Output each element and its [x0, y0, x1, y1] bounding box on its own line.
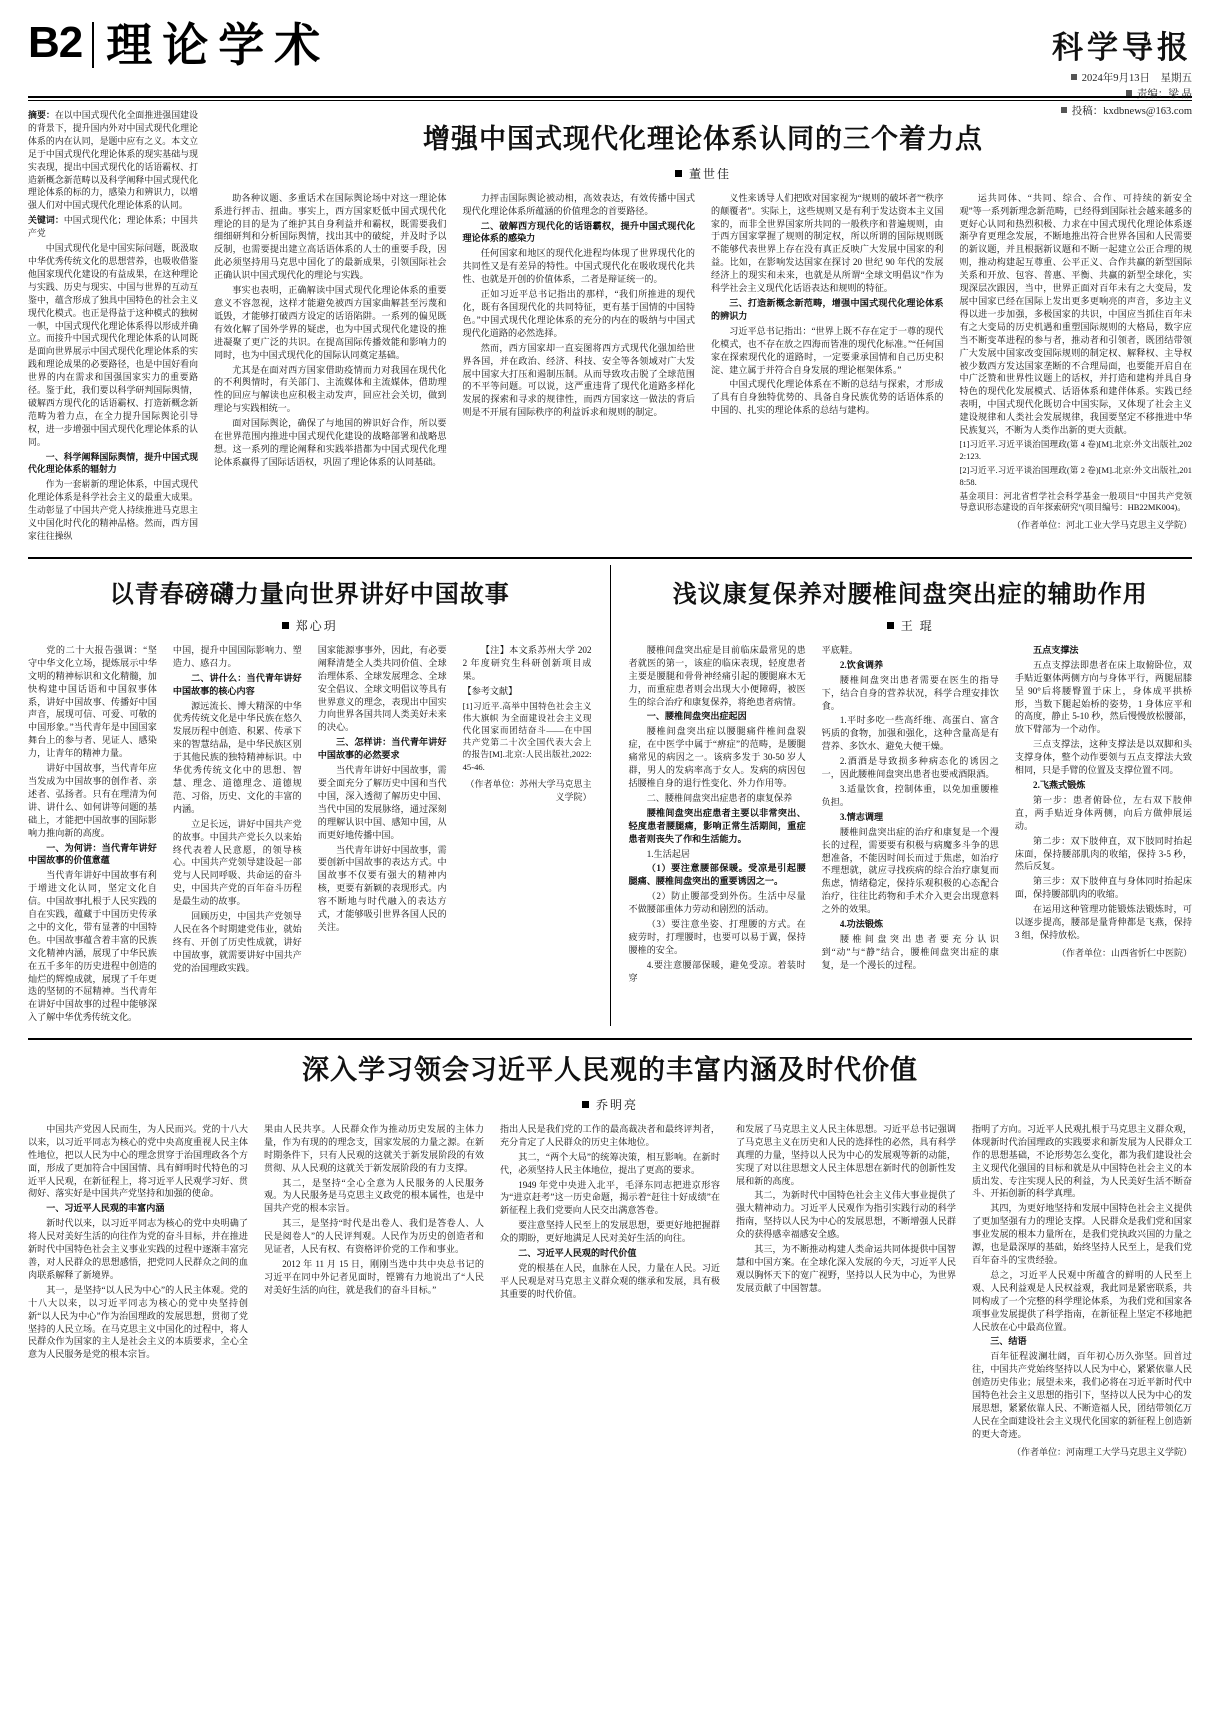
article1-signature: （作者单位：河北工业大学马克思主义学院）	[1011, 520, 1192, 531]
article2-c2-p4: 回顾历史，中国共产党领导人民在各个时期建党伟业，就始终有、开创了历史性成就，讲好中国故事，就需要讲好中国共产党的治国理政实践。	[172, 911, 302, 973]
bullet-icon	[1126, 90, 1132, 96]
article3-signature: （作者单位：山西省忻仁中医院）	[1057, 947, 1193, 958]
article3-c3-p4: 第二步：双下肢伸直，双下肢同时抬起床面，保持腰部肌肉的收缩，保持 3-5 秒，然后反复。	[1014, 835, 1193, 872]
article4-col3	[500, 1123, 720, 1458]
article3-subhead-8: 2.飞燕式锻炼	[1033, 779, 1086, 790]
article1-c3-p1: 力抨击国际舆论被动相，高效表达，有效传播中国式现代化理论体系所蕴涵的价值理念的首要路径。	[462, 192, 695, 216]
article4-c4-p3: 其三，为不断推动构建人类命运共同体提供中国智慧和中国方案。在全球化深入发展的今天，习近平人民观以胸怀天下的宽广视野，坚持以人民为中心，为世界发展贡献了中国智慧。	[736, 1244, 956, 1293]
article3-c1-p1: 腰椎间盘突出症是目前临床最常见的患者就医的第一，该症的临床表现，轻度患者主要是腰腿和骨骨神经痛引起的腰腿麻木无力，而重症患者则会出现大小便障碍，被医生的综合治疗和康复保养，将绝患者病情。	[628, 644, 806, 707]
article4-col4	[736, 1123, 956, 1458]
article3-c2-p6: 腰椎间盘突出症的治疗和康复是一个漫长的过程，需要要有积极与病魔多斗争的思想准备，不能因时间长而过于焦虑，如治疗不理想就，就应寻找疾病的综合治疗康复而焦虑，情绪稳定，保持乐观积极的心态配合治疗，往往比药物和手术介入更会出现意料之外的效果。	[821, 826, 999, 915]
abstract-block	[28, 109, 198, 212]
section-title: 理论学术	[92, 22, 330, 68]
article3-c1-p3: 二、腰椎间盘突出症患者的康复保养	[646, 792, 793, 803]
article3-c3-p6: 在运用这种管理功能锻炼法锻炼时，可以逐步提高，腰部是量背伸都是飞燕，保持 3 组，保持放松。	[1014, 904, 1193, 940]
article1-byline	[214, 165, 1192, 182]
article4-c4-p2: 其二，为新时代中国特色社会主义伟大事业提供了强大精神动力。习近平人民观作为指引实践行动的科学指南，坚持以人民为中心的发展思想，不断增强人民群众的获得感幸福感安全感。	[736, 1190, 956, 1240]
article3-subhead-7: 五点支撑法	[1033, 644, 1079, 655]
article1-c3-p2: 任何国家和地区的现代化进程均体现了世界现代化的共同性又是有差异的特性。中国式现代化在吸收现代化共性、也就是开创的价值体系，二者是辩证统一的。	[462, 248, 695, 285]
article2-c1-p2: 讲好中国故事，当代青年应当发成为中国故事的创作者、亲述者、弘扬者。只有在理清为何讲、讲什么、如何讲等问题的基础上，才能把中国故事的国际影响力推向新的高度。	[28, 763, 157, 838]
masthead-left	[28, 18, 331, 72]
article2-subhead-3: 三、怎样讲：当代青年讲好中国故事的必然要求	[317, 737, 447, 761]
article3-col3	[1015, 644, 1192, 987]
article2-c4-p1: 【注】本文系苏州大学 2022 年度研究生科研创新项目成果。	[462, 644, 592, 681]
article4-c3-p2: 其二，“两个大局”的统筹决策，相互影响。在新时代，必须坚持人民主体地位，提出了更高的要求。	[500, 1151, 720, 1175]
article1-c3-p4: 然而，西方国家却一直妄图将西方式现代化强加给世界各国，并在政治、经济、科技、安全等各领域对广大发展中国家大打压和遏制压制。从而导致攻击脱了全球范围的不平等问题。可以说，这严重违背了现代化道路多样化发展的探索和寻求的规律性，而西方国家这一做法的背后则是不开展有国际秩序的利益诉求和规则的制定。	[462, 342, 695, 418]
article4-c1-p1: 中国共产党因人民而生，为人民而兴。党的十八大以来，以习近平同志为核心的党中央高度重视人民主体性地位，把以人民为中心的理念贯穿于治国理政各个方面，形成了更加符合中国国情、具有鲜明时代特色的习近平人民观，在新征程上，将习近平人民观学习好、贯彻好、落实好是中国共产党坚持和加强的使命。	[28, 1123, 248, 1199]
article4-col2	[264, 1123, 484, 1458]
article2-reference-item: [1]习近平.高举中国特色社会主义伟大旗帜 为全面建设社会主义现代化国家而团结奋斗——在中国共产党第二十次全国代表大会上的报告[M].北京:人民出版社,2022:45-46.	[462, 700, 592, 772]
article1-subhead-1: 一、科学阐释国际舆情，提升中国式现代化理论体系的辐射力	[28, 451, 198, 475]
paper-name: 科学导报	[1052, 30, 1192, 66]
article2-subhead-2: 二、讲什么：当代青年讲好中国故事的核心内容	[172, 672, 302, 696]
article4-c5-p4: 百年征程波澜壮阔，百年初心历久弥坚。回首过往，中国共产党始终坚持以人民为中心，紧紧依靠人民创造历史伟业；展望未来，我们必将在习近平新时代中国特色社会主义思想的指引下，坚持以人民为中心的发展思想，紧紧依靠人民、不断造福人民，团结带领亿万人民在全面建设社会主义现代化国家的新征程上创造新的更大奇迹。	[972, 1351, 1192, 1439]
article1-col5	[960, 192, 1193, 532]
article1-c3-p3: 正如习近平总书记指出的那样，“我们所推进的现代化，既有各国现代化的共同特征，更有基于国情的中国特色。”中国式现代化理论体系的充分的内在的吸纳与中国式现代化道路的必然选择。	[462, 289, 695, 338]
bullet-icon	[1071, 74, 1077, 80]
article2-signature: （作者单位：苏州大学马克思主义学院）	[465, 778, 592, 802]
article4-c3-p1: 指出人民是我们党的工作的最高裁决者和最终评判者，充分肯定了人民群众的历史主体地位。	[500, 1123, 720, 1147]
article2-col4	[463, 644, 592, 1026]
article2-subhead-1: 一、为何讲：当代青年讲好中国故事的价值意蕴	[28, 842, 157, 866]
article1-author: 董世佳	[688, 166, 731, 181]
article3-author: 王 琨	[900, 618, 934, 633]
byline-marker-icon	[282, 622, 289, 629]
keywords-label: 关键词：	[28, 215, 64, 226]
keywords-block	[28, 214, 198, 240]
article1-c5-p1: 运共同体、“共同、综合、合作、可持续的新安全观”等一系列新理念新范畴，已经得到国际社会越来越多的更好心认同和热烈积极、力求在中国式现代化理论体系逐渐孕育更理念发展，不断地推出符合世界各国和人民需要的新议题，并且根据新议题和不断一起建立公正合理的规则，推动构建起互尊重、公平正义、合作共赢的新型国际关系和开放、包容、普惠、平衡、共赢的新型全球化，实现深层次跟因，当中，世界正面对百年未有之大变局，发展中国家已经在国际上发出更多更响亮的声音，多边主义得以进一步加强，多极国家的共识，中国应当抓住百年未有之大变局的历史机遇和重塑国际规则的大格局，数字应当不断变革进程的参与者，推动者和引领者，既团结带领广大发展中国家改变国际规则的制定权、解释权、主导权被少数西方发达国家垄断的不合理局面，也要能开启自在中广泛赞和世界性议题上的话权，并打造和建构并具自身特色的现代化发展模式、话语体系和建伴体系。实践已经表明，中国式现代化既切合中国实际，又体现了社会主义建设规律和人类社会发展规律，我国要坚定不移推进中华民族复兴，不断为人类作出新的更大贡献。	[959, 192, 1192, 436]
article4-subhead-3: 三、结语	[990, 1336, 1027, 1347]
article1-p1: 中国式现代化是中国实际问题，既汲取中华优秀传统文化的思想营养，也吸收借鉴他国家现代化建设的有益成果，在这种理论与实践、历史与现实、中国与世界的互动互鉴中，蕴含形成了独具中国特色的社会主义现代化模式。也正是得益于这种模式的独树一帜，中国式现代化理论体系得以形成并确立。而接升中国式现代化理论体系的认同既是面向世界展示中国式现代化理论体系的实践和理论成果的必要路径，也是中国好看向世界的内在需求和国强国家实力的重要路径。鉴于此，我们要以科学研判国际舆情，破解西方现代化的话语霸权、打造新概念新范畴为着力点，在全力提升国际舆论引导权，进一步增强中国式现代化理论体系的认同。	[28, 243, 198, 447]
article2-c2-p3: 立足长远，讲好中国共产党的故事。中国共产党长久以来始终代表着人民意愿，的领导核心。中国共产党领导建设起一部党与人民同呼吸、共命运的奋斗史，中国共产党的百年奋斗历程是最生动的故事。	[172, 818, 302, 907]
byline-marker-icon	[582, 1101, 589, 1108]
article2-c1-p1: 党的二十大报告强调：“坚守中华文化立场，提炼展示中华文明的精神标识和文化精髓，加快构建中国话语和中国叙事体系，讲好中国故事、传播好中国声音，展现可信、可爱、可敬的中国形象。”当代青年是中国国家舞台上的参与者、见证人、感染力，让青年的精神力量。	[28, 644, 157, 759]
article3-subhead-4: 2.饮食调养	[839, 659, 884, 670]
article4-title: 深入学习领会习近平人民观的丰富内涵及时代价值	[302, 1055, 918, 1087]
article3-c3-p2: 三点支撑法，这种支撑法是以双脚和头支撑身体，整个动作要领与五点支撑法大致相同，只是手臂的位置及支撑位置不同。	[1014, 739, 1193, 776]
fund-note: 基金项目：河北省哲学社会科学基金一般项目“中国共产党领导意识形态建设的百年探索研究”(项目编号：HB22MK004)。	[959, 490, 1192, 513]
submission-email[interactable]: 投稿：kxdbnews@163.com	[1071, 105, 1192, 117]
article2-title: 以青春磅礴力量向世界讲好中国故事	[109, 578, 510, 608]
article1-abstract-col	[28, 109, 198, 545]
article3-subhead-6: 4.功法锻炼	[839, 919, 884, 930]
article4-c5-p1: 指明了方向。习近平人民观扎根于马克思主义群众观，体现新时代治国理政的实践要求和新发展为人民群众工作的思想基础，不论形势怎么变化，都为我们建设社会主义现代化强国的目标和就是从中国特色社会主义的本质出发、专注实现人民的利益，为人民美好生活不断奋斗、开拓创新的科学真理。	[972, 1123, 1192, 1199]
masthead-rule	[28, 96, 1192, 98]
article4-author: 乔明亮	[595, 1097, 638, 1112]
article4-c1-p3: 其一，是坚持“以人民为中心”的人民主体观。党的十八大以来，以习近平同志为核心的党中央坚持创新“以人民为中心”作为治国理政的发展思想，贯彻了党坚持的人民立场。在马克思主义中国化的过程中，将人民群众作为国家的主人是社会主义的本质要求，全心全意为人民服务是党的根本宗旨。	[28, 1284, 248, 1360]
article1-c2-p3: 尤其是在面对西方国家借助疫情而力对我国在现代化的不利舆情时，有关部门、主流媒体和主流媒体，借助理性的回应与解读也应积极主动发声，回应社会关切，做到理论与实践相统一。	[214, 364, 447, 414]
article3-c1-p4: 1.生活起居	[646, 848, 690, 859]
article3-c2-p3: 1.平时多吃一些高纤维、高蛋白、富含钙质的食物，加强和强化，这种含量高是有营养、多饮水、避免大便干燥。	[821, 715, 999, 752]
article2-col1	[28, 644, 157, 1026]
article3-c1-p2: 腰椎间盘突出症以腰腿痛件椎间盘裂症，在中医学中属于“痹症”的范畴，是腰腿痛常见的病因之一。该病多发于 30-50 岁人群，男人的发病率高于女人。发病的病因包括腰椎自身的退行性变化、外力作用等。	[628, 726, 806, 788]
article1-col2	[214, 192, 447, 532]
article4-c5-p2: 其四，为更好地坚持和发展中国特色社会主义提供了更加坚强有力的理论支撑。人民群众是我们党和国家事业发展的根本力量所在，是我们党执政兴国的力量之源，也是最深厚的基础，始终坚持人民至上，是我们党百年奋斗的宝贵经验。	[972, 1203, 1192, 1265]
article4-c1-p2: 新时代以来，以习近平同志为核心的党中央明确了将人民对美好生活的向往作为党的奋斗目标，并在推进新时代中国特色社会主义事业实践的过程中逐渐丰富完善，对人民群众的思想感悟，把党同人民群众之间的血肉联系解释了新境界。	[28, 1218, 248, 1280]
article3-byline	[629, 617, 1193, 634]
article3-col1	[629, 644, 806, 987]
article4-c2-p2: 其二，是坚持“全心全意为人民服务的人民服务观。为人民服务是马克思主义政党的根本属性，也是中国共产党的根本宗旨。	[264, 1177, 484, 1214]
article1-c4-p3: 中国式现代化理论体系在不断的总结与探索，才形成了具有自身独特优势的、具备自身民族优势的话语体系的中国的、扎实的理论体系的总结与建构。	[711, 379, 944, 416]
keywords-text: 中国式现代化；理论体系；中国共产党	[28, 215, 199, 239]
masthead-rule-thin	[28, 100, 1192, 101]
article3-c3-p1: 五点支撑法即患者在床上取俯卧位，双手贴近躯体两侧方向与身体平行，两腿屈膝呈 90°后将腰臀置于床上，身体成平拱桥形，当数下腿起始桥的姿势，1 身体应平和的高度，静止 5-10 秒，然后慢慢放松腰部，放下臂部为一个动作。	[1014, 659, 1193, 735]
article1-c4-p1: 义性来诱导人们把欧对国家视为“规则的破坏者”“秩序的颠覆者”。实际上，这些规则又是有利于发达资本主义国家的，而非全世界国家所共同的一般秩序和普遍规则，由于西方国家掌握了规则的制定权，所以所谓的国际规则既不能够代表世界上存在没有真正反映广大发展中国家的利益。比如，在影响发达国家在探讨 20 世纪 90 年代的发展经济上的现实和未来，也就是从所谓“全球文明倡议”作为科学社会主义现代化话语表达和规则的特征。	[711, 192, 944, 294]
article3-c3-p3: 第一步：患者俯卧位，左右双下肢伸直，两手贴近身体两侧，向后方做伸展运动。	[1014, 794, 1193, 831]
article3-c2-p1: 平底鞋。	[821, 644, 859, 655]
article1-subhead-3: 三、打造新概念新范畴，增强中国式现代化理论体系的辨识力	[711, 298, 944, 321]
article2-author: 郑心玥	[295, 618, 338, 633]
article3-c1-p5: （2）防止腰部受到外伤。生活中尽量不做腰部重体力劳动和剧烈的活动。	[628, 891, 806, 915]
reference-item: [1]习近平.习近平谈治国理政(第 4 卷)[M].北京:外文出版社,2022:123.	[959, 438, 1192, 461]
byline-marker-icon	[887, 622, 894, 629]
article3-c2-p5: 3.适量饮食，控制体重，以免加重腰椎负担。	[821, 783, 999, 807]
article4-col5	[972, 1123, 1192, 1458]
article4-byline	[28, 1096, 1192, 1113]
article4-c3-p5: 党的根基在人民，血脉在人民，力量在人民。习近平人民观是对马克思主义群众观的继承和发展，具有极其重要的时代价值。	[500, 1263, 720, 1299]
article3-subhead-2: 腰椎间盘突出症患者主要以非常突出、轻度患者腰腿痛，影响正常生活期间，重症患者则丧失了作和生活能力。	[628, 807, 806, 844]
abstract-label: 摘要：	[28, 110, 55, 120]
article3-col2	[822, 644, 999, 987]
article3-c1-p6: （3）要注意坐姿、打理腰的方式。在疲劳时，打理腰时，也要可以易于翼，保持腰椎的安全。	[628, 919, 806, 955]
issue-date: 2024年9月13日 星期五	[1081, 73, 1192, 84]
article1-title: 增强中国式现代化理论体系认同的三个着力点	[423, 124, 983, 155]
article4-c3-p3: 1949 年党中央进入北平，毛泽东同志把进京形容为“进京赶考”这一历史命题，揭示着“赶往十好成绩”在新征程上我们党要向人民交出满意答卷。	[500, 1179, 720, 1216]
article3-subhead-1: 一、腰椎间盘突出症起因	[646, 711, 747, 722]
section-divider-2	[28, 1038, 1192, 1040]
article1-c2-p4: 面对国际舆论，确保了与地国的辨识好合作，所以要在世界范围内推进中国式现代化建设的战略部署和战略思想。这一系列的理论阐释和实践举措都为中国式现代化理论体系赢得了国际话语权，巩固了理论体系的认同基础。	[214, 418, 447, 467]
article2-c1-p3: 当代青年讲好中国故事有利于增进文化认同，坚定文化自信。中国故事扎根于人民实践的自在实践，蕴藏于中国历史传承之中的文化，带有显著的中国特色。中国故事蕴含着丰富的民族文化精神内涵，展现了中华民族在五千多年的历史进程中创造的灿烂的辉煌成就，展现了千年更迭的坚韧的不屈精神。当代青年在讲好中国故事的过程中能够深入了解中华优秀传统文化。	[28, 870, 157, 1023]
section-divider-1	[28, 557, 1192, 559]
article3-title: 浅议康复保养对腰椎间盘突出症的辅助作用	[672, 578, 1148, 608]
article2-c2-p2: 源远流长、博大精深的中华优秀传统文化是中华民族在悠久发展历程中创造、积累、传承下来的智慧结晶，是中华民族区别于其他民族的独特精神标识。中华优秀传统文化中的思想、智慧、理念、道德理念、道德规范、习俗，历史、文化的丰富的内涵。	[172, 700, 302, 814]
article2-byline	[28, 617, 592, 634]
masthead-right	[1052, 18, 1192, 120]
article4-c2-p1: 果由人民共享。人民群众作为推动历史发展的主体力量，作为有现的的理念支，国家发展的力量之源。在新时期条件下，只有人民观的这就关于新发展阶段的有效贯彻、从人民观的这就关于新发展阶段的有力支撑。	[264, 1123, 484, 1173]
band-divider	[610, 565, 611, 1026]
page-number: B2	[28, 18, 83, 67]
article4	[28, 1054, 1192, 1458]
article2-col3	[318, 644, 447, 1026]
article3-subhead-5: 3.情志调理	[839, 811, 884, 822]
editor-credit: 责编：梁 晶	[1136, 89, 1192, 101]
article1-col3	[463, 192, 696, 532]
article1-c4-p2: 习近平总书记指出：“世界上既不存在定于一尊的现代化模式，也不存在放之四海而皆准的现代化标准。”“任何国家在探索现代化的道路时，一定要秉承国情和自己历史积淀、建立属于并符合自身发展的理论框架体系。”	[711, 325, 944, 375]
article3-subhead-3: （1）要注意腰部保暖。受凉是引起腰腿痛、腰椎间盘突出的重要诱因之一。	[628, 863, 806, 887]
article4-c3-p4: 要注意坚持人民至上的发展思想，要更好地把握群众的期盼，更好地满足人民对美好生活的向往。	[500, 1220, 720, 1244]
article4-c5-p3: 总之，习近平人民观中所蕴含的鲜明的人民至上观、人民利益观是人民权益观，我此同是紧密联系，共同构成了一个完整的科学理论体系，为我们党和国家各项事业发展提供了科学指南，在新征程上坚定不移地把人民放在心中最高位置。	[972, 1269, 1192, 1332]
abstract-text: 在以中国式现代化全面推进强国建设的背景下，提升国内外对中国式现代化理论体系的内在认同，是题中应有之义。本文立足于中国式现代化理论体系的现实基础与现实表现，提出中国式现代化的话语霸权、打造新概念新范畴以及科学阐释中国式现代化理论体系的标的力，感染力和辨识力，以增强人们对中国式现代化理论体系的认同。	[28, 110, 199, 211]
article3-c1-p7: 4.要注意腰部保暖，避免受凉。着装时穿	[628, 959, 806, 983]
article2-c2-p1: 中国，提升中国国际影响力、塑造力、感召力。	[172, 644, 302, 668]
reference-item: [2]习近平.习近平谈治国理政(第 2 卷)[M].北京:外文出版社,2018:58.	[959, 464, 1192, 487]
article1-c2-p2: 事实也表明，正确解读中国式现代化理论体系的重要意义不容忽视，这样才能避免被西方国家曲解甚至污蔑和诋毁，才能够打破西方设定的话语陷阱。一系列的偏见既有效化解了国外学界的疑虑，也为中国式现代化建设的推进凝聚了更广泛的共识。在提高国际传播效能和影响力的同时，也为中国式现代化的国际认同奠定基础。	[214, 285, 447, 360]
article4-subhead-2: 二、习近平人民观的时代价值	[518, 1248, 637, 1259]
article1-p2: 作为一套崭新的理论体系，中国式现代化理论体系是科学社会主义的最重大成果。生动彰显了中国共产党人持续推进马克思主义中国化时代化的精神品格。然而，西方国家往往操纵	[28, 479, 198, 541]
article4-subhead-1: 一、习近平人民观的丰富内涵	[46, 1203, 165, 1214]
article3-c3-p5: 第三步：双下肢伸直与身体同时抬起床面，保持腰部肌肉的收缩。	[1014, 876, 1193, 900]
article1-c2-p1: 助各种议题、多重话术在国际舆论场中对这一理论体系进行抨击、扭曲。事实上，西方国家贬低中国式现代化理论的目的是为了维护其自身利益并和霸权，既需要我们细细研判和分析国际舆情，找出其中的破绽，并及时予以反制，也需要提出建立高话语体系的人士的重要手段，因此必须坚持用马克思中国化了的最新成果，引领国际社会正确认识中国式现代化的理论与实践。	[214, 192, 447, 281]
article2-c3-p3: 当代青年讲好中国故事，需要创新中国故事的表达方式。中国故事不仅要有强大的精神内核，更要有新颖的表现形式。内容不断地与时代融入的表达方式，才能够吸引世界各国人民的关注。	[317, 844, 447, 932]
article3-c2-p7: 腰椎间盘突出患者要充分认识到“动”与“静”结合，腰椎间盘突出症的康复，是一个漫长的过程。	[821, 933, 999, 970]
article2-c3-p1: 国家能源事事外，因此，有必要阐释清楚全人类共同价值、全球治理体系、全球发展理念、全球安全倡议、全球文明倡议等具有世界意义的理念，表现出中国实力向世界各国共同人类美好未来的决心。	[317, 644, 447, 733]
article4-col1	[28, 1123, 248, 1458]
article-main	[28, 109, 1192, 545]
article2-col2	[173, 644, 302, 1026]
article3	[629, 565, 1193, 1026]
article2-c3-p2: 当代青年讲好中国故事，需要全面充分了解历史中国和当代中国，深入透彻了解历史中国、当代中国的发展脉络，通过深刻的理解认识中国、感知中国，从而更好地传播中国。	[317, 765, 447, 840]
article3-c2-p4: 2.酒酒是导致损多种病态化的诱因之一，因此腰椎间盘突出患者也要戒酒限酒。	[821, 756, 999, 780]
article1-references	[960, 439, 1193, 514]
article1-col4	[711, 192, 944, 532]
article-band	[28, 565, 1192, 1026]
article2-refs-label: 【参考文献】	[462, 685, 518, 696]
byline-marker-icon	[675, 170, 682, 177]
article3-c2-p2: 腰椎间盘突出患者需要在医生的指导下，结合自身的营养状况，科学合理安排饮食。	[821, 674, 999, 711]
article1-c3-sub: 二、破解西方现代化的话语霸权，提升中国式现代化理论体系的感染力	[462, 220, 695, 244]
article4-c2-p4: 2012 年 11 月 15 日，刚刚当选中共中央总书记的习近平在同中外记者见面时，铿锵有力地说出了“人民对美好生活的向往，就是我们的奋斗目标。”	[264, 1259, 484, 1295]
article4-c4-p1: 和发展了马克思主义人民主体思想。习近平总书记强调了马克思主义在历史和人民的选择性的必然，具有科学真理的力量，坚持以人民为中心的发展观等新的动能，实现了对以往思想文人民主体思想在新时代的创新性发展和新的高度。	[736, 1123, 956, 1186]
article4-c2-p3: 其三，是坚持“时代是出卷人、我们是答卷人、人民是阅卷人”的人民评判观。人民作为历史的创造者和见证者，人民有权、有资格评价党的工作和事业。	[264, 1218, 484, 1255]
article4-signature: （作者单位：河南理工大学马克思主义学院）	[1011, 1446, 1192, 1457]
article2	[28, 565, 592, 1026]
